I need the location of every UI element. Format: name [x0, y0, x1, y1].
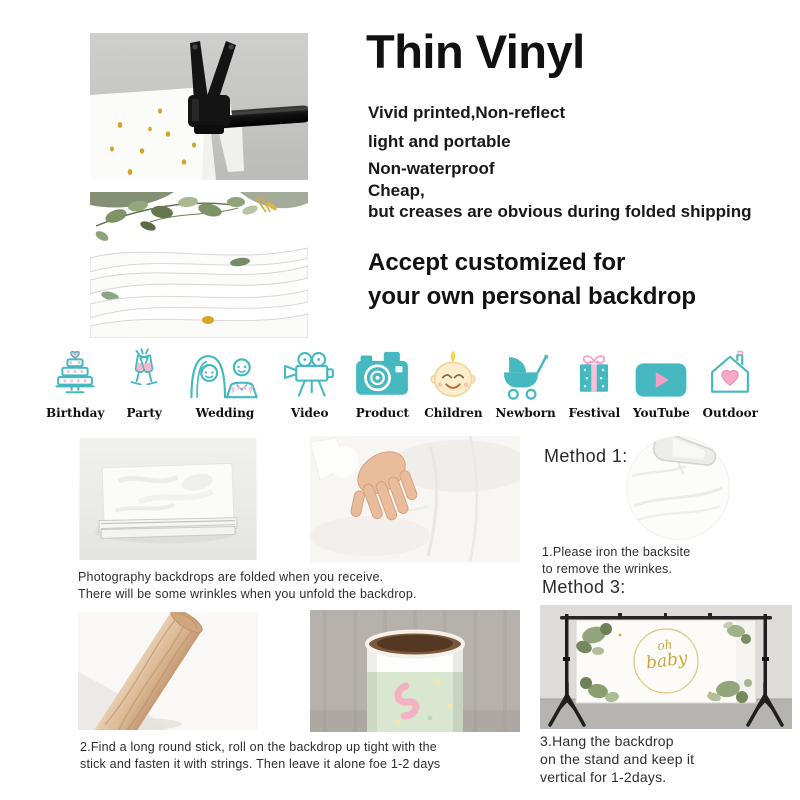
- baby-face-icon: [426, 345, 480, 401]
- folded-note-line: There will be some wrinkles when you unfold the backdrop.: [78, 586, 417, 601]
- feature-line: Cheap,: [368, 181, 425, 201]
- feature-list: [368, 103, 788, 222]
- bride-and-groom-icon: [184, 345, 266, 401]
- film-camera-icon: [279, 345, 341, 401]
- gift-box-icon: [569, 345, 619, 401]
- method1-note-line: 1.Please iron the backsite: [542, 545, 691, 559]
- category-item-video: [279, 345, 341, 420]
- category-item-festival: [569, 345, 621, 420]
- feature-line: Vivid printed,Non-reflect: [368, 103, 566, 122]
- champagne-toast-icon: [117, 345, 171, 401]
- category-item-outdoor: [703, 345, 758, 420]
- folded-backdrop-photo: [78, 438, 258, 560]
- category-item-party: [117, 345, 171, 420]
- backdrop-on-stand-photo: [540, 605, 792, 729]
- category-label: Product: [355, 406, 410, 420]
- wooden-stick-photo: [78, 612, 258, 730]
- feature-line: light and portable: [368, 132, 511, 152]
- method3-note: [540, 732, 694, 786]
- category-label: Video: [290, 406, 329, 420]
- method2-note: [80, 739, 440, 772]
- category-item-product: [353, 345, 411, 420]
- customization-line: Accept customized for: [368, 249, 626, 276]
- rolled-backdrop-photo: [310, 610, 520, 732]
- folded-backdrop-greenery-photo: [90, 192, 308, 338]
- category-label: Party: [126, 406, 162, 420]
- baby-stroller-icon: [499, 345, 553, 401]
- feature-line: Non-waterproof: [368, 159, 495, 179]
- method2-note-line: stick and fasten it with strings. Then leave it alone foe 1-2 days: [80, 756, 441, 771]
- house-heart-icon: [704, 345, 756, 401]
- hand-smoothing-photo: [310, 436, 520, 562]
- category-item-wedding: [184, 345, 266, 420]
- backdrop-text-line: baby: [644, 648, 689, 674]
- category-row: [46, 344, 758, 420]
- folded-note: [78, 569, 417, 602]
- category-label: YouTube: [632, 406, 690, 420]
- category-label: Newborn: [495, 406, 556, 420]
- customization-note: [368, 246, 696, 314]
- customization-line: your own personal backdrop: [368, 283, 697, 310]
- category-label: Outdoor: [702, 406, 758, 420]
- birthday-cake-icon: [48, 345, 102, 401]
- category-label: Children: [424, 406, 483, 420]
- folded-note-line: Photography backdrops are folded when you receive.: [78, 570, 384, 584]
- method3-note-line: 3.Hang the backdrop: [540, 733, 674, 749]
- backdrop-text-line: oh: [656, 637, 674, 653]
- category-item-youtube: [633, 345, 690, 420]
- category-item-newborn: [495, 345, 555, 420]
- feature-line: but creases are obvious during folded shipping: [368, 202, 752, 222]
- photo-camera-icon: [353, 345, 411, 401]
- category-label: Festival: [568, 406, 621, 420]
- iron-backside-photo: [626, 436, 730, 540]
- category-label: Birthday: [46, 406, 105, 420]
- category-item-children: [424, 345, 482, 420]
- method3-note-line: vertical for 1-2days.: [540, 769, 667, 785]
- method3-note-line: on the stand and keep it: [540, 751, 695, 767]
- method1-note-line: to remove the wrinkes.: [542, 561, 673, 576]
- category-label: Wedding: [195, 406, 255, 420]
- category-item-birthday: [46, 345, 104, 420]
- method1-note: [542, 544, 690, 577]
- youtube-play-icon: [633, 345, 689, 401]
- method3-heading: Method 3:: [542, 577, 626, 597]
- clamp-pole-photo: [90, 33, 308, 180]
- method1-heading: Method 1:: [544, 446, 628, 466]
- method2-note-line: 2.Find a long round stick, roll on the backdrop up tight with the: [80, 740, 437, 754]
- page-title: Thin Vinyl: [366, 25, 585, 78]
